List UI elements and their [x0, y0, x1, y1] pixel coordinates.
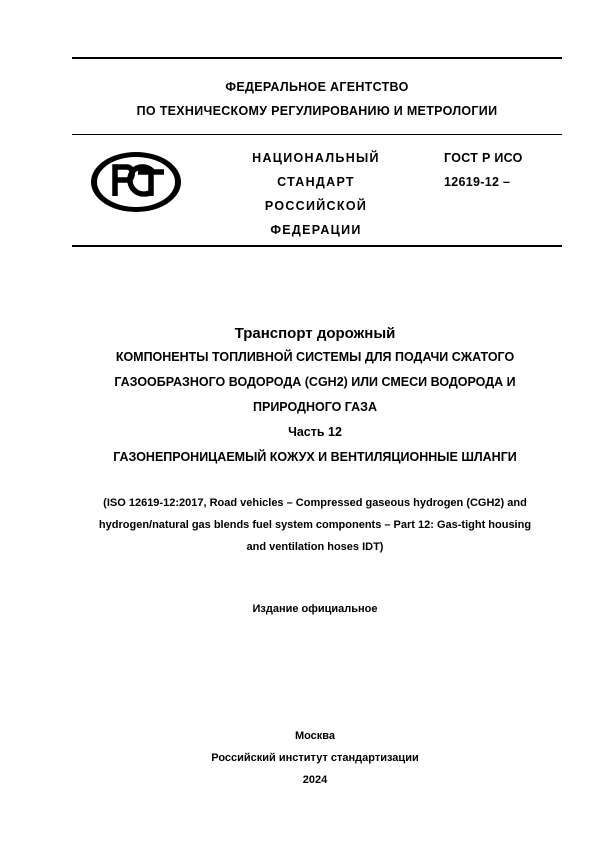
- iso-reference-line1: (ISO 12619-12:2017, Road vehicles – Compressed gaseous hydrogen (CGH2) and: [103, 497, 527, 509]
- part-title: ГАЗОНЕПРОНИЦАЕМЫЙ КОЖУХ И ВЕНТИЛЯЦИОННЫЕ ШЛАНГИ: [113, 450, 517, 464]
- standard-type-line1: НАЦИОНАЛЬНЫЙ: [252, 151, 380, 165]
- header-divider: [72, 134, 562, 135]
- standard-type-line3: РОССИЙСКОЙ: [264, 199, 368, 213]
- gost-r-logo-icon: [88, 150, 184, 214]
- standard-type-line2: СТАНДАРТ: [277, 175, 355, 189]
- iso-reference-line2: hydrogen/natural gas blends fuel system components – Part 12: Gas-tight housing: [98, 519, 532, 531]
- part-number: Часть 12: [288, 425, 342, 439]
- iso-reference-line3: and ventilation hoses IDT): [246, 541, 384, 553]
- title-line1: КОМПОНЕНТЫ ТОПЛИВНОЙ СИСТЕМЫ ДЛЯ ПОДАЧИ СЖАТОГО: [115, 350, 515, 364]
- imprint-city: Москва: [294, 730, 336, 742]
- imprint-year: 2024: [302, 774, 328, 786]
- title-line2: ГАЗООБРАЗНОГО ВОДОРОДА (CGH2) ИЛИ СМЕСИ ВОДОРОДА И: [114, 375, 516, 389]
- agency-name-line2: ПО ТЕХНИЧЕСКОМУ РЕГУЛИРОВАНИЮ И МЕТРОЛОГИИ: [136, 104, 498, 118]
- title-subject: Транспорт дорожный: [234, 325, 396, 342]
- standard-type-line4: ФЕДЕРАЦИИ: [270, 223, 362, 237]
- header-bottom-rule: [72, 245, 562, 247]
- standard-designation-line1: ГОСТ Р ИСО: [444, 151, 523, 165]
- agency-name-line1: ФЕДЕРАЛЬНОЕ АГЕНТСТВО: [225, 80, 409, 94]
- edition-label: Издание официальное: [252, 603, 378, 615]
- imprint-publisher: Российский институт стандартизации: [211, 752, 419, 764]
- title-line3: ПРИРОДНОГО ГАЗА: [253, 400, 377, 414]
- standard-designation-line2: 12619-12 –: [444, 175, 511, 189]
- top-rule: [72, 57, 562, 59]
